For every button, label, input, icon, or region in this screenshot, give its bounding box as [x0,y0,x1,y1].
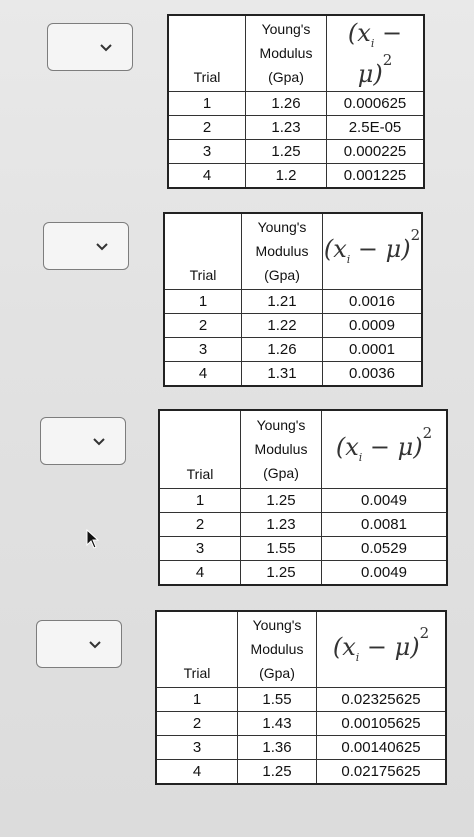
data-table-1 [167,14,425,189]
modulus-cell: 1.2 [246,163,327,188]
data-table-3 [158,409,448,586]
table-row [156,759,446,784]
table-row [168,163,424,188]
chevron-down-icon [85,634,105,654]
trial-cell: 3 [164,337,242,361]
modulus-cell: 1.23 [241,512,322,536]
data-table-2 [163,212,423,387]
trial-cell: 1 [164,289,242,313]
deviation-cell: 0.0016 [323,289,423,313]
table-row [159,536,447,560]
deviation-cell: 0.0529 [322,536,448,560]
table-row [164,361,422,386]
deviation-cell: 0.001225 [327,163,425,188]
deviation-cell: 0.02175625 [317,759,447,784]
table-row [156,687,446,711]
deviation-cell: 0.0081 [322,512,448,536]
modulus-cell: 1.25 [238,759,317,784]
modulus-cell: 1.55 [241,536,322,560]
mouse-cursor-icon [86,529,100,549]
answer-dropdown-4[interactable] [36,620,122,668]
trial-cell: 1 [159,488,241,512]
trial-cell: 4 [159,560,241,585]
trial-cell: 2 [156,711,238,735]
chevron-down-icon [96,37,116,57]
header-trial: Trial [159,410,241,488]
modulus-cell: 1.26 [246,91,327,115]
deviation-cell: 0.00140625 [317,735,447,759]
trial-cell: 3 [168,139,246,163]
modulus-cell: 1.21 [242,289,323,313]
header-squared-deviation: $(x_i - \mu)^2$ [317,611,447,687]
trial-cell: 2 [168,115,246,139]
trial-cell: 1 [168,91,246,115]
table-row [159,560,447,585]
header-youngs-modulus: Young's Modulus (Gpa) [242,213,323,289]
table-row [164,337,422,361]
table-row [168,91,424,115]
modulus-cell: 1.25 [241,488,322,512]
deviation-cell: 0.0049 [322,560,448,585]
table-row [168,115,424,139]
modulus-cell: 1.55 [238,687,317,711]
header-squared-deviation: $(x_i - \mu)^2$ [322,410,448,488]
table-row [156,711,446,735]
deviation-cell: 2.5E-05 [327,115,425,139]
modulus-cell: 1.25 [246,139,327,163]
answer-dropdown-3[interactable] [40,417,126,465]
header-youngs-modulus: Young's Modulus (Gpa) [241,410,322,488]
data-table-4 [155,610,447,785]
table-row [168,139,424,163]
chevron-down-icon [89,431,109,451]
deviation-cell: 0.000225 [327,139,425,163]
header-squared-deviation: $(x_i - \mu)^2$ [323,213,423,289]
header-squared-deviation: $(x_i - \mu)^2$ [327,15,425,91]
chevron-down-icon [92,236,112,256]
header-trial: Trial [168,15,246,91]
trial-cell: 2 [164,313,242,337]
modulus-cell: 1.31 [242,361,323,386]
trial-cell: 2 [159,512,241,536]
modulus-cell: 1.36 [238,735,317,759]
trial-cell: 1 [156,687,238,711]
deviation-cell: 0.0001 [323,337,423,361]
table-row [164,313,422,337]
header-youngs-modulus: Young's Modulus (Gpa) [246,15,327,91]
modulus-cell: 1.43 [238,711,317,735]
deviation-cell: 0.000625 [327,91,425,115]
deviation-cell: 0.00105625 [317,711,447,735]
deviation-cell: 0.0049 [322,488,448,512]
trial-cell: 4 [164,361,242,386]
trial-cell: 4 [156,759,238,784]
header-trial: Trial [156,611,238,687]
answer-dropdown-1[interactable] [47,23,133,71]
modulus-cell: 1.25 [241,560,322,585]
table-row [159,512,447,536]
header-trial: Trial [164,213,242,289]
modulus-cell: 1.26 [242,337,323,361]
answer-dropdown-2[interactable] [43,222,129,270]
table-row [156,735,446,759]
modulus-cell: 1.23 [246,115,327,139]
header-youngs-modulus: Young's Modulus (Gpa) [238,611,317,687]
table-row [159,488,447,512]
deviation-cell: 0.0036 [323,361,423,386]
modulus-cell: 1.22 [242,313,323,337]
deviation-cell: 0.02325625 [317,687,447,711]
trial-cell: 4 [168,163,246,188]
trial-cell: 3 [159,536,241,560]
table-row [164,289,422,313]
trial-cell: 3 [156,735,238,759]
deviation-cell: 0.0009 [323,313,423,337]
